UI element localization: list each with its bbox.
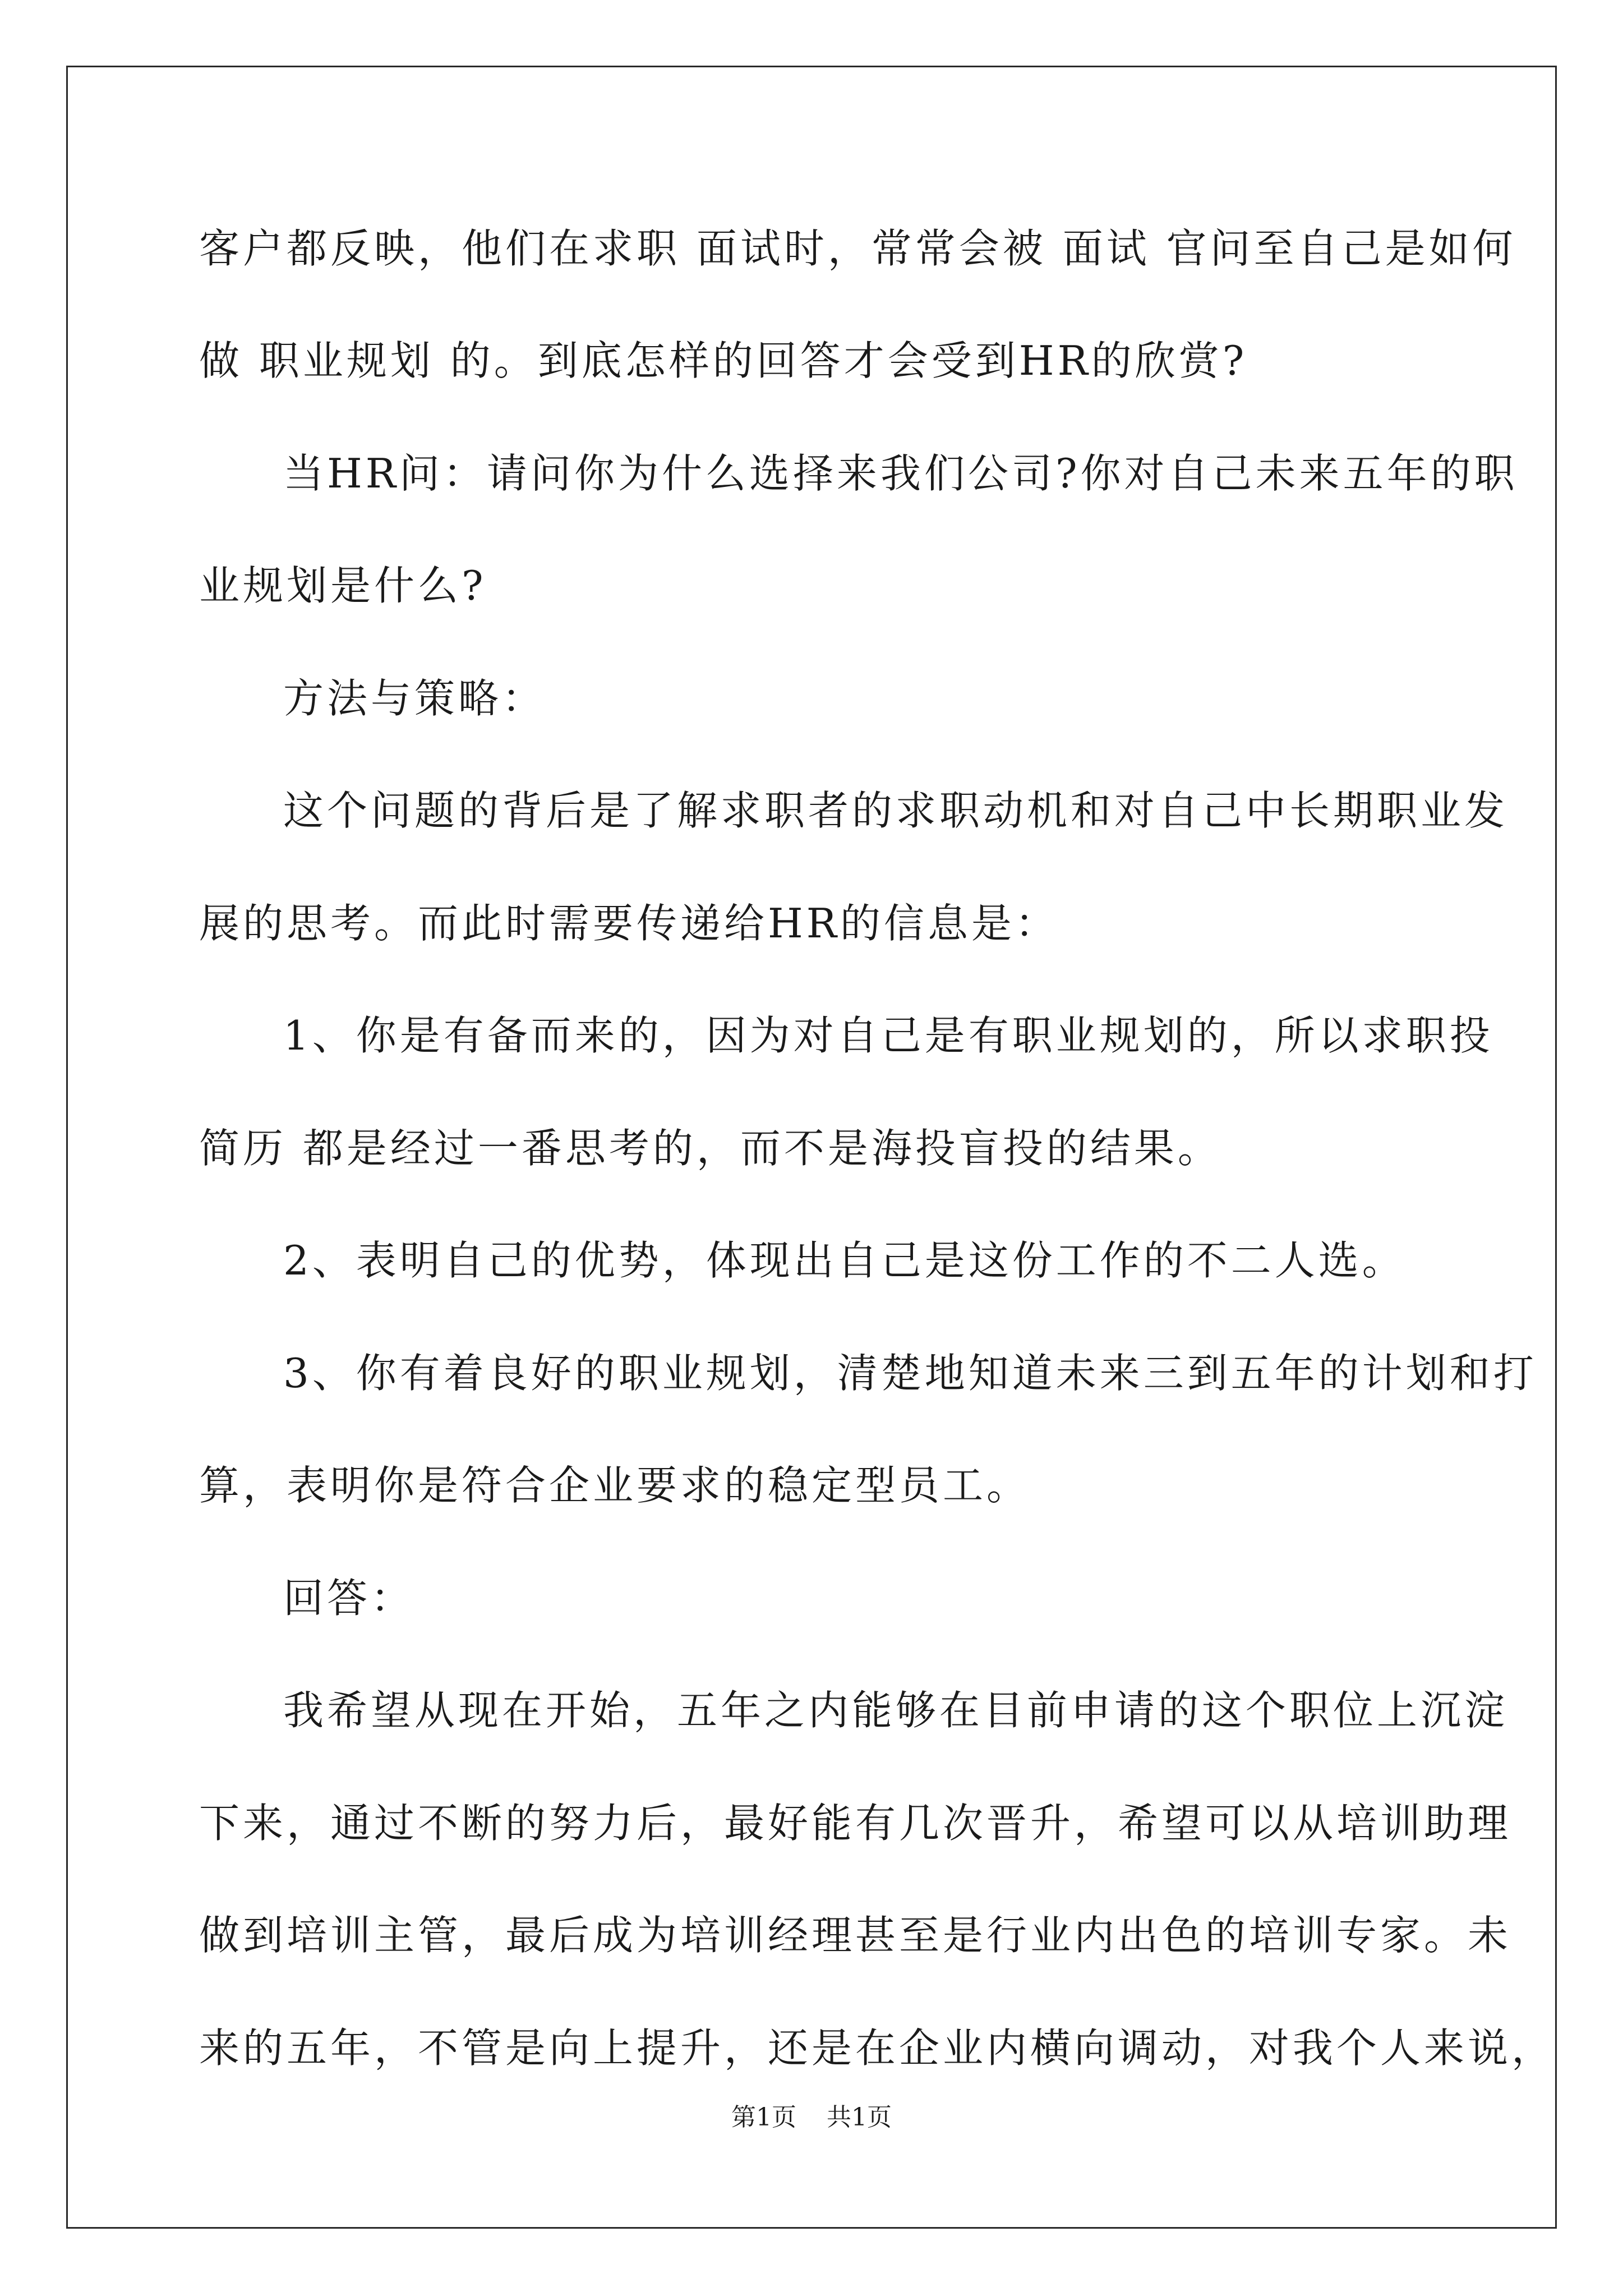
text-line: 展的思考。而此时需要传递给HR的信息是： <box>199 900 1059 947</box>
text-line: 做 职业规划 的。到底怎样的回答才会受到HR的欣赏? <box>199 337 1248 384</box>
text-line: 简历 都是经过一番思考的，而不是海投盲投的结果。 <box>199 1125 1221 1172</box>
text-line: 来的五年，不管是向上提升，还是在企业内横向调动，对我个人来说， <box>199 2024 1556 2072</box>
page-total: 共1页 <box>827 2103 892 2132</box>
text-line: 回答： <box>283 1575 415 1622</box>
text-line: 算，表明你是符合企业要求的稳定型员工。 <box>199 1462 1031 1509</box>
text-line: 下来，通过不断的努力后，最好能有几次晋升，希望可以从培训助理 <box>199 1800 1512 1847</box>
text-line: 业规划是什么? <box>199 562 487 609</box>
text-line: 客户都反映，他们在求职 面试时，常常会被 面试 官问至自己是如何 <box>199 225 1516 272</box>
text-line: 这个问题的背后是了解求职者的求职动机和对自己中长期职业发 <box>283 787 1509 834</box>
text-line: 2、表明自己的优势，体现出自己是这份工作的不二人选。 <box>283 1237 1406 1284</box>
page-footer <box>0 2101 1623 2134</box>
text-line: 3、你有着良好的职业规划，清楚地知道未来三到五年的计划和打 <box>283 1350 1537 1397</box>
page-number: 第1页 <box>731 2103 796 2132</box>
text-line: 当HR问：请问你为什么选择来我们公司?你对自己未来五年的职 <box>283 450 1518 497</box>
text-line: 1、你是有备而来的，因为对自己是有职业规划的，所以求职投 <box>283 1012 1493 1059</box>
text-line: 我希望从现在开始，五年之内能够在目前申请的这个职位上沉淀 <box>283 1687 1509 1734</box>
text-line: 方法与策略： <box>283 675 546 722</box>
text-line: 做到培训主管，最后成为培训经理甚至是行业内出色的培训专家。未 <box>199 1912 1512 1959</box>
